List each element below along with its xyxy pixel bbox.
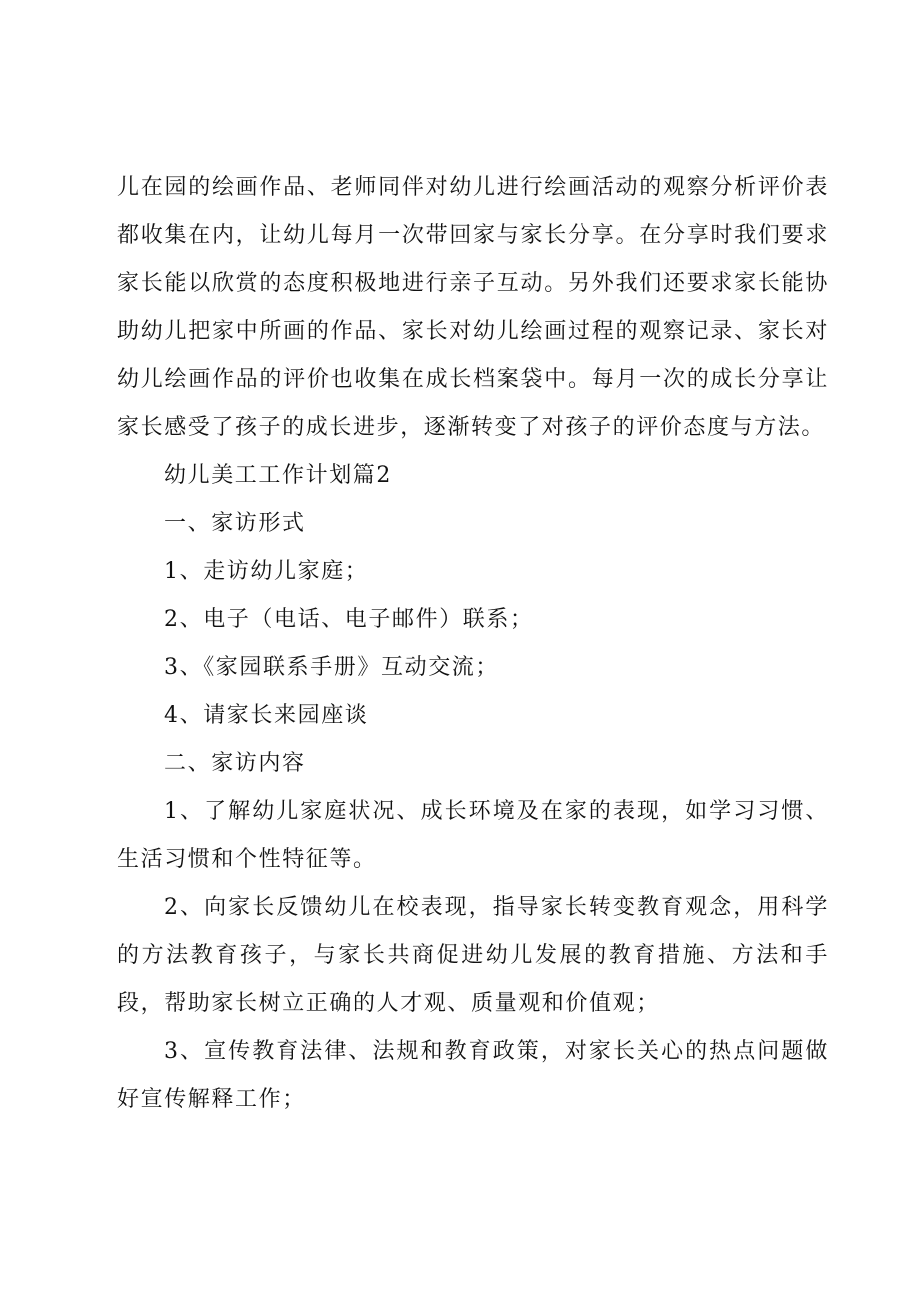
list-item: 1、走访幼儿家庭； <box>164 559 369 584</box>
list-item: 3、宣传教育法律、法规和教育政策，对家长关心的热点问题做好宣传解释工作； <box>117 1039 829 1112</box>
list-item: 1、了解幼儿家庭状况、成长环境及在家的表现，如学习习惯、生活习惯和个性特征等。 <box>117 799 829 872</box>
list-item: 3、《家园联系手册》互动交流； <box>164 655 499 680</box>
heading-home-visit-content: 二、家访内容 <box>164 751 306 776</box>
document-body <box>117 164 829 1124</box>
heading-home-visit-forms: 一、家访形式 <box>164 511 306 536</box>
list-item: 2、电子（电话、电子邮件）联系； <box>164 607 534 632</box>
list-item: 4、请家长来园座谈 <box>164 703 369 728</box>
list-item: 2、向家长反馈幼儿在校表现，指导家长转变教育观念，用科学的方法教育孩子，与家长共商促进幼儿发展的教育措施、方法和手段，帮助家长树立正确的人才观、质量观和价值观； <box>117 895 829 1016</box>
paragraph-continuation: 儿在园的绘画作品、老师同伴对幼儿进行绘画活动的观察分析评价表都收集在内，让幼儿每月一次带回家与家长分享。在分享时我们要求家长能以欣赏的态度积极地进行亲子互动。另外我们还要求家长能协助幼儿把家中所画的作品、家长对幼儿绘画过程的观察记录、家长对幼儿绘画作品的评价也收集在成长档案袋中。每月一次的成长分享让家长感受了孩子的成长进步，逐渐转变了对孩子的评价态度与方法。 <box>117 175 829 440</box>
section-title: 幼儿美工工作计划篇2 <box>164 463 392 488</box>
